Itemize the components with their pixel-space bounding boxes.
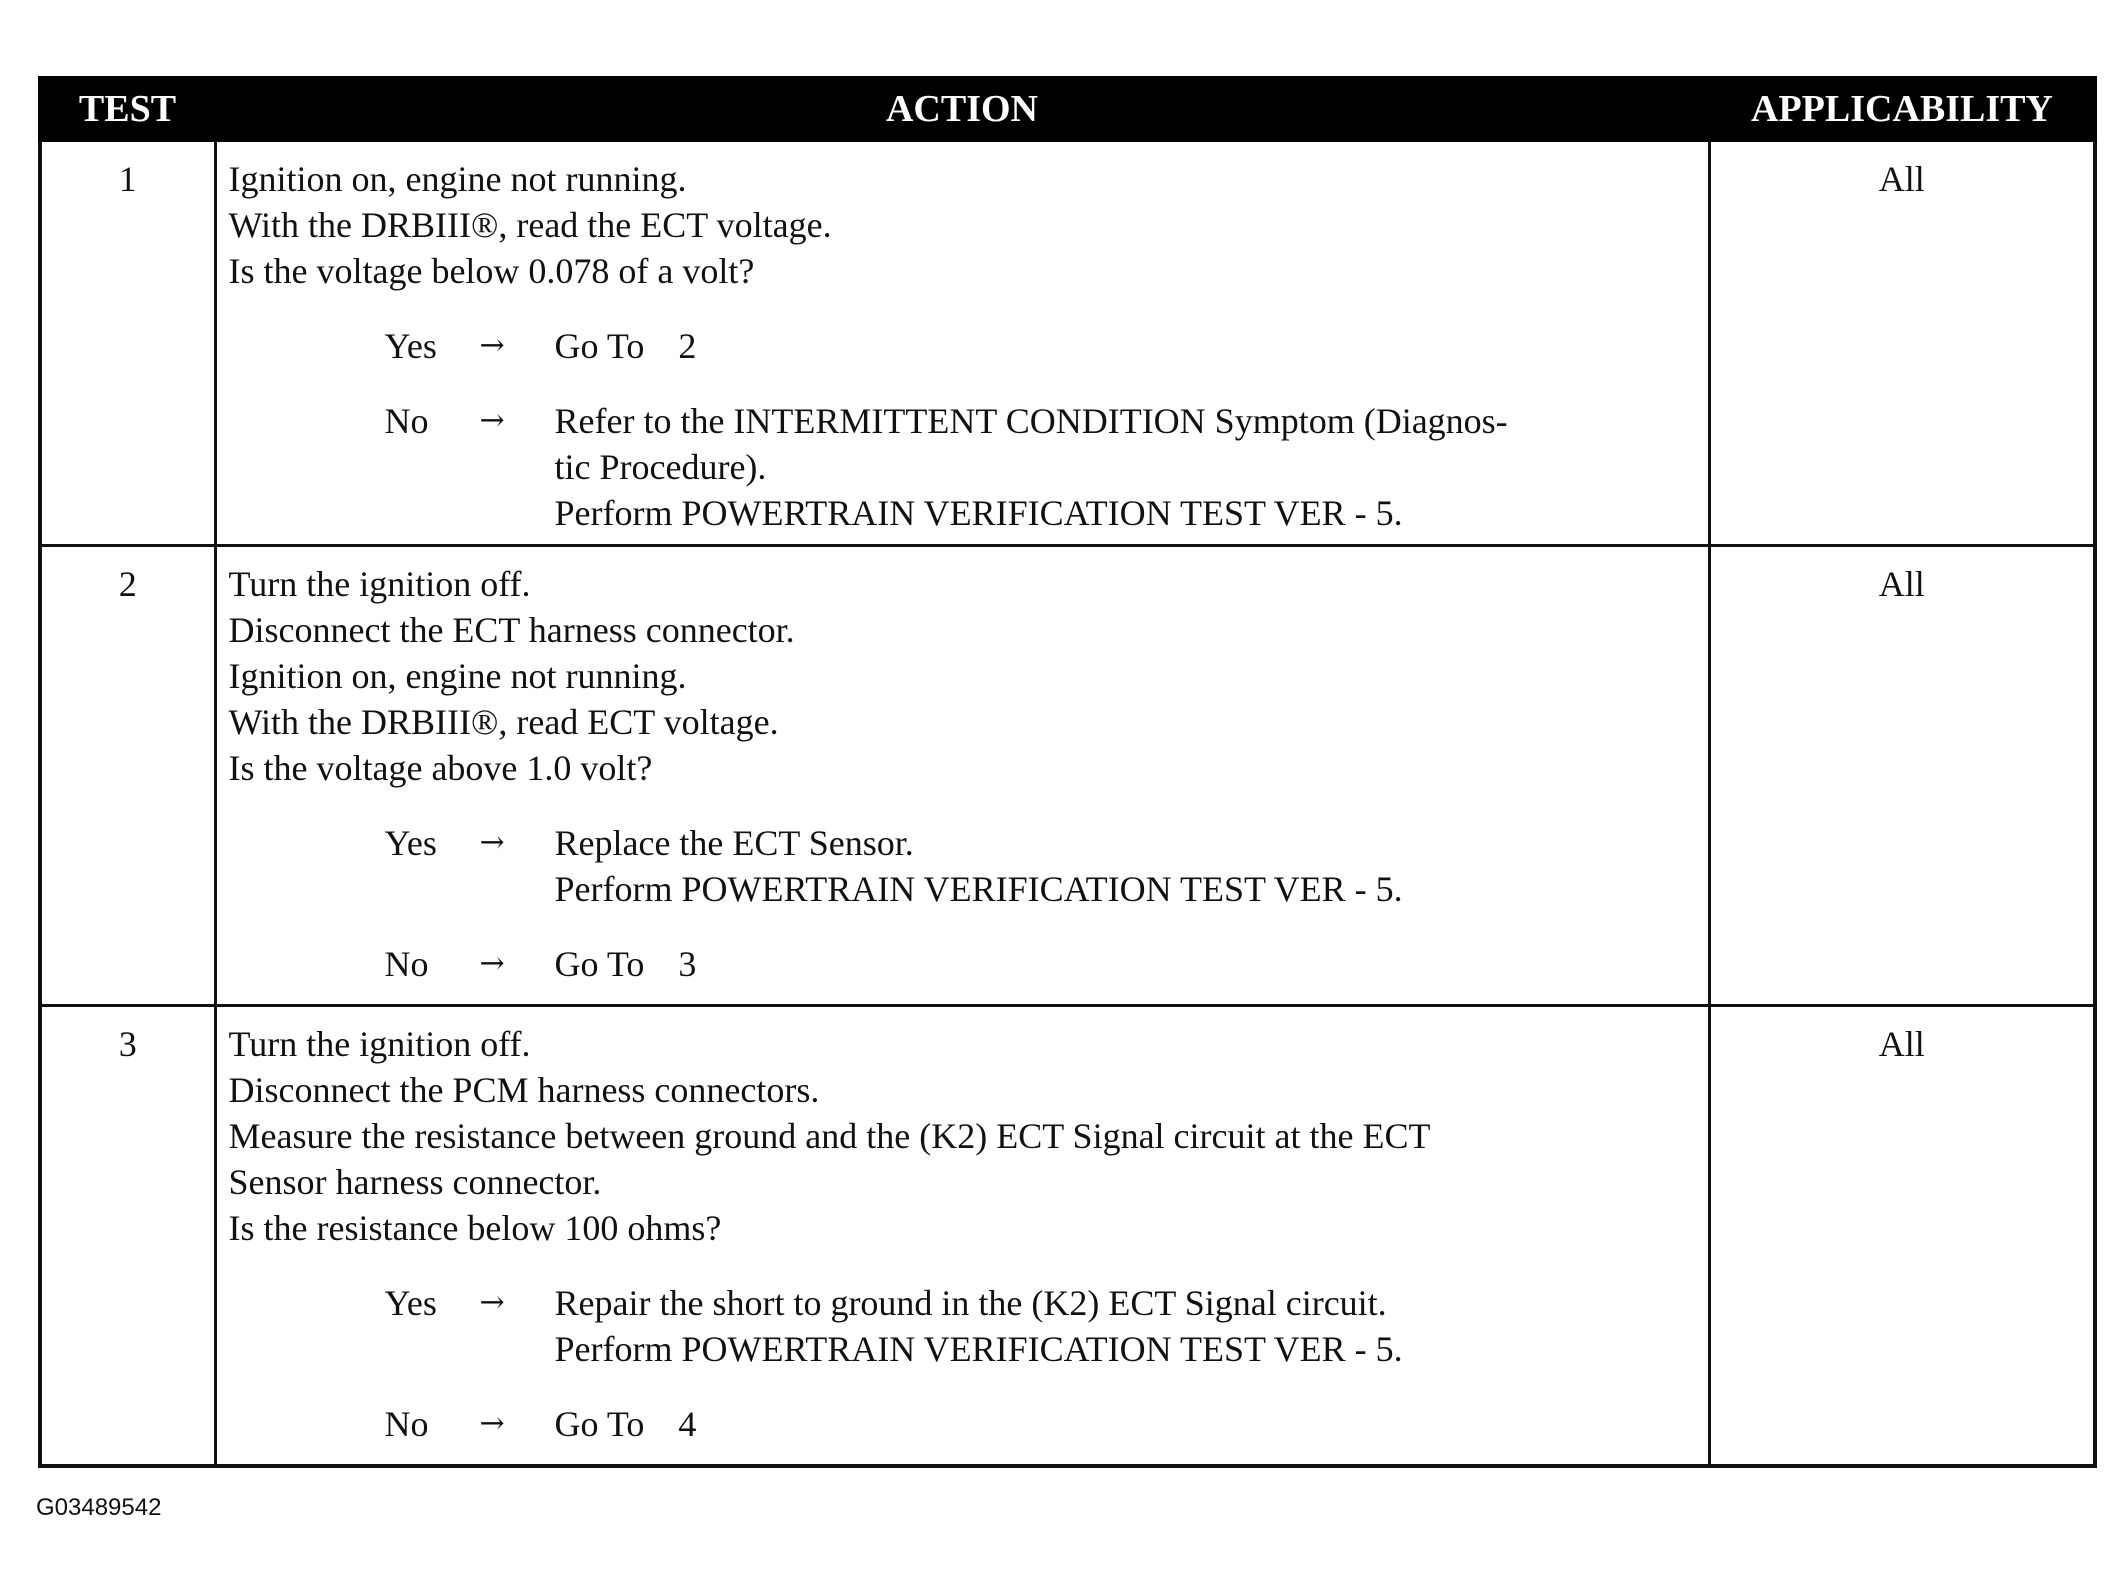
no-label: No xyxy=(384,1404,429,1444)
diagnostic-test-table xyxy=(38,76,2097,1468)
table-row xyxy=(40,140,2095,546)
applicability-value: All xyxy=(1709,140,2095,546)
result-line: Perform POWERTRAIN VERIFICATION TEST VER - 5. xyxy=(554,1329,1403,1369)
right-arrow-icon: → xyxy=(479,1406,505,1441)
header-applicability: APPLICABILITY xyxy=(1709,78,2095,140)
yes-branch xyxy=(229,820,1696,912)
no-label: No xyxy=(384,944,429,984)
action-step: Is the resistance below 100 ohms? xyxy=(228,1208,722,1248)
yes-label: Yes xyxy=(384,1283,437,1323)
action-step: Is the voltage above 1.0 volt? xyxy=(228,748,653,788)
test-number: 3 xyxy=(40,1006,215,1466)
result-line: Perform POWERTRAIN VERIFICATION TEST VER - 5. xyxy=(554,493,1403,533)
no-branch xyxy=(229,1401,1696,1447)
goto-test-number: 4 xyxy=(678,1404,697,1444)
figure-id: G03489542 xyxy=(36,1494,162,1521)
result-line xyxy=(555,323,1696,369)
action-step: With the DRBIII®, read the ECT voltage. xyxy=(228,205,832,245)
table-row xyxy=(40,546,2095,1006)
action-step: Measure the resistance between ground and the (K2) ECT Signal circuit at the ECT xyxy=(228,1116,1431,1156)
action-step: Turn the ignition off. xyxy=(228,564,531,604)
applicability-value: All xyxy=(1709,546,2095,1006)
no-label: No xyxy=(384,401,429,441)
action-step: With the DRBIII®, read ECT voltage. xyxy=(228,702,779,742)
action-step: Sensor harness connector. xyxy=(228,1162,602,1202)
header-test: TEST xyxy=(40,78,215,140)
action-step: Is the voltage below 0.078 of a volt? xyxy=(228,251,755,291)
right-arrow-icon: → xyxy=(479,825,505,860)
table-header-row xyxy=(40,78,2095,140)
action-step: Ignition on, engine not running. xyxy=(228,159,687,199)
action-step: Disconnect the ECT harness connector. xyxy=(228,610,795,650)
goto-text: Go To xyxy=(554,326,645,366)
no-result xyxy=(555,941,1696,987)
goto-text: Go To xyxy=(554,944,645,984)
applicability-value: All xyxy=(1709,1006,2095,1466)
yes-label: Yes xyxy=(384,326,437,366)
yes-branch xyxy=(229,1280,1696,1372)
no-branch xyxy=(229,941,1696,987)
action-cell xyxy=(215,546,1709,1006)
result-line: tic Procedure). xyxy=(554,447,767,487)
yes-result xyxy=(555,820,1696,912)
result-line: Repair the short to ground in the (K2) ECT Signal circuit. xyxy=(554,1283,1387,1323)
right-arrow-icon: → xyxy=(479,946,505,981)
goto-text: Go To xyxy=(554,1404,645,1444)
action-step: Turn the ignition off. xyxy=(228,1024,531,1064)
result-line xyxy=(555,941,1696,987)
goto-test-number: 3 xyxy=(678,944,697,984)
action-step: Ignition on, engine not running. xyxy=(228,656,687,696)
yes-label: Yes xyxy=(384,823,437,863)
yes-result xyxy=(555,1280,1696,1372)
result-line xyxy=(555,1401,1696,1447)
result-line: Perform POWERTRAIN VERIFICATION TEST VER - 5. xyxy=(554,869,1403,909)
test-number: 2 xyxy=(40,546,215,1006)
table-row xyxy=(40,1006,2095,1466)
right-arrow-icon: → xyxy=(479,328,505,363)
header-action: ACTION xyxy=(215,78,1709,140)
action-cell xyxy=(215,1006,1709,1466)
no-result xyxy=(555,398,1696,536)
right-arrow-icon: → xyxy=(479,1285,505,1320)
result-line: Replace the ECT Sensor. xyxy=(554,823,914,863)
goto-test-number: 2 xyxy=(678,326,697,366)
no-branch xyxy=(229,398,1696,536)
action-step: Disconnect the PCM harness connectors. xyxy=(228,1070,820,1110)
right-arrow-icon: → xyxy=(479,403,505,438)
result-line: Refer to the INTERMITTENT CONDITION Symptom (Diagnos- xyxy=(554,401,1508,441)
test-number: 1 xyxy=(40,140,215,546)
action-cell xyxy=(215,140,1709,546)
no-result xyxy=(555,1401,1696,1447)
yes-branch xyxy=(229,323,1696,369)
yes-result xyxy=(555,323,1696,369)
